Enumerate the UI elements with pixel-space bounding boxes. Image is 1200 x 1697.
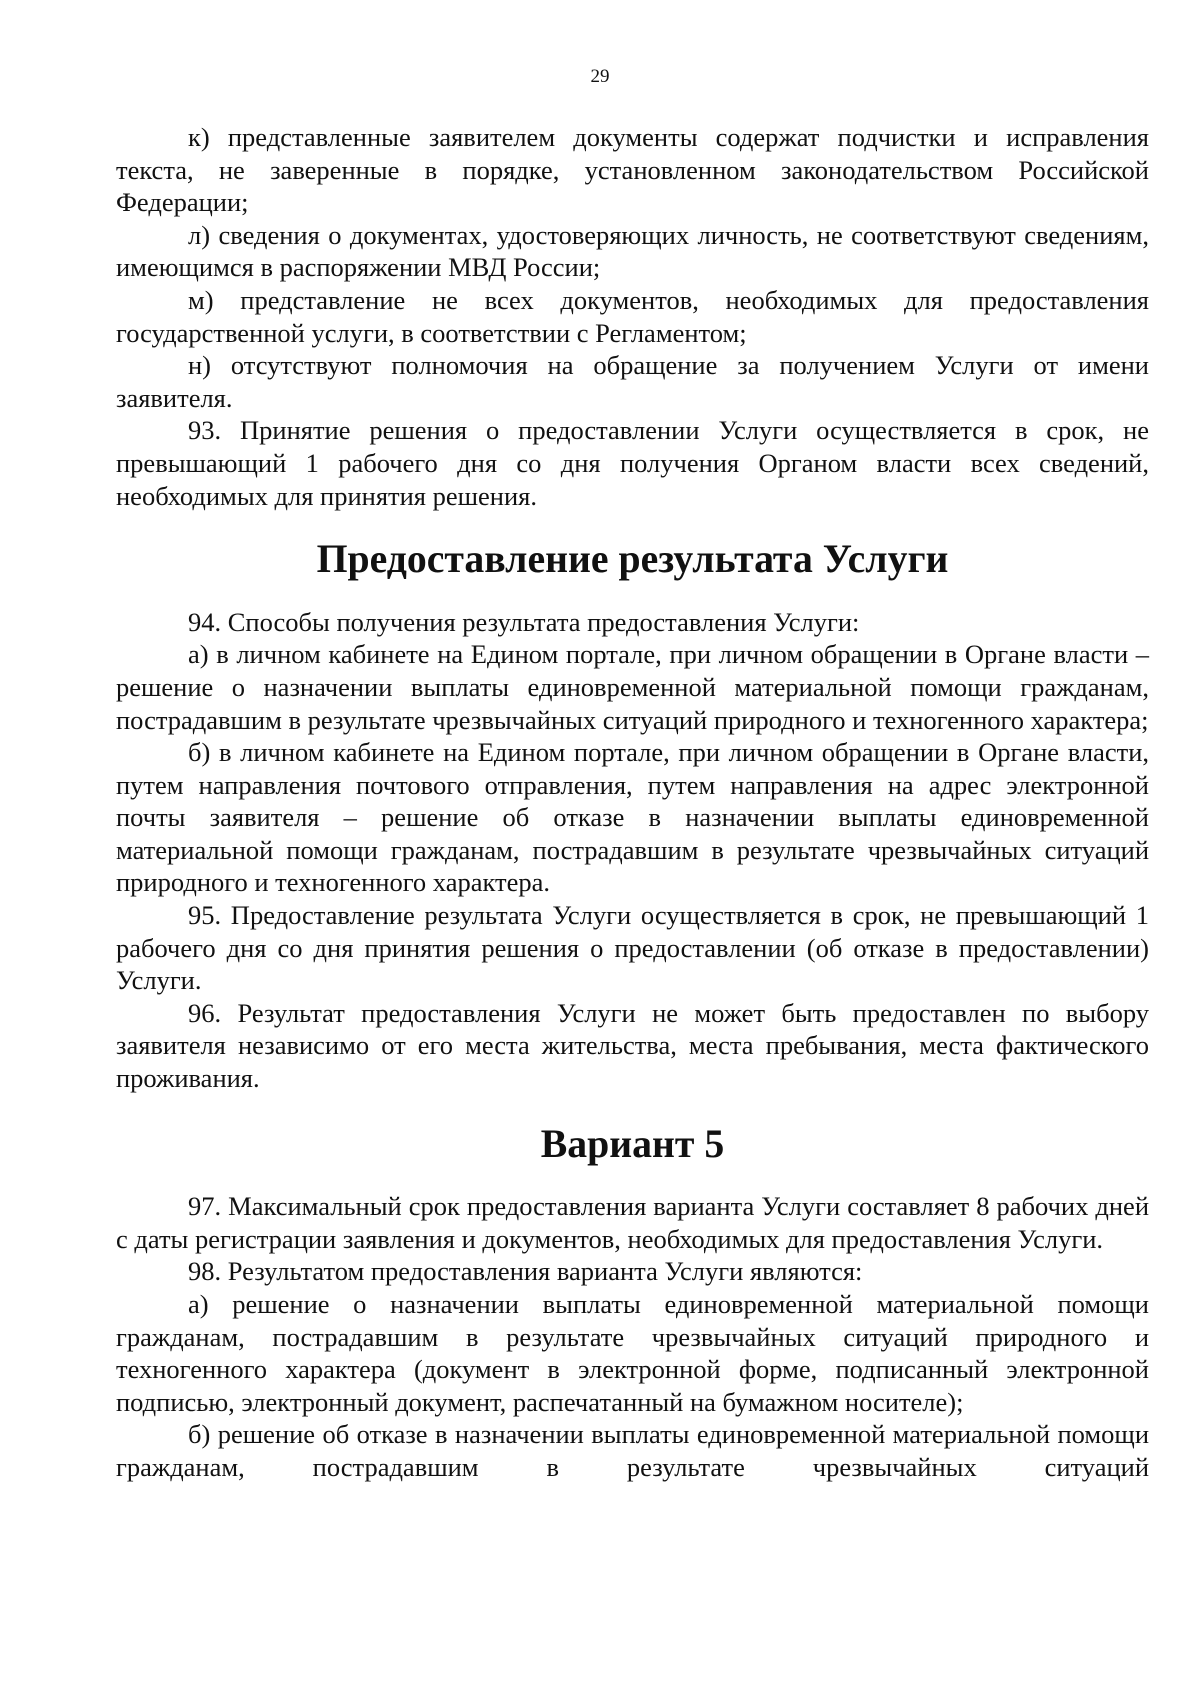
paragraph-n: н) отсутствуют полномочия на обращение за получением Услуги от имени заявителя.: [116, 350, 1149, 413]
paragraph-97: 97. Максимальный срок предоставления варианта Услуги составляет 8 рабочих дней с даты регистрации заявления и документов, необходимых для предоставления Услуги.: [116, 1191, 1149, 1254]
paragraph-95: 95. Предоставление результата Услуги осуществляется в срок, не превышающий 1 рабочего дня со дня принятия решения о предоставлении (об отказе в предоставлении) Услуги.: [116, 900, 1149, 996]
paragraph-98: 98. Результатом предоставления варианта Услуги являются:: [188, 1256, 863, 1287]
paragraph-94: 94. Способы получения результата предоставления Услуги:: [188, 606, 860, 637]
paragraph-k: к) представленные заявителем документы содержат подчистки и исправления текста, не заверенные в порядке, установленном законодательством Российской Федерации;: [116, 122, 1149, 218]
paragraph-98-a: а) решение о назначении выплаты единовременной материальной помощи гражданам, пострадавшим в результате чрезвычайных ситуаций природного и техногенного характера (документ в электронной форме, подписанный электронной подписью, электронный документ, распечатанный на бумажном носителе);: [116, 1289, 1149, 1417]
document-body: [116, 121, 1149, 1484]
page-number: 29: [590, 66, 610, 87]
section-heading-result: Предоставление результата Услуги: [316, 537, 949, 582]
paragraph-96: 96. Результат предоставления Услуги не может быть предоставлен по выбору заявителя независимо от его места жительства, места пребывания, места фактического проживания.: [116, 997, 1149, 1094]
paragraph-94-b: б) в личном кабинете на Едином портале, при личном обращении в Органе власти, путем направления почтового отправления, путем направления на адрес электронной почты заявителя – решение об отказе в назначении выплаты единовременной материальной помощи гражданам, пострадавшим в результате чрезвычайных ситуаций природного и техногенного характера.: [116, 737, 1149, 898]
paragraph-93: 93. Принятие решения о предоставлении Услуги осуществляется в срок, не превышающий 1 рабочего дня со дня получения Органом власти всех сведений, необходимых для принятия решения.: [116, 415, 1149, 511]
paragraph-94-a: а) в личном кабинете на Едином портале, при личном обращении в Органе власти – решение о назначении выплаты единовременной материальной помощи гражданам, пострадавшим в результате чрезвычайных ситуаций природного и техногенного характера;: [116, 639, 1149, 735]
paragraph-98-b: б) решение об отказе в назначении выплаты единовременной материальной помощи гражданам, пострадавшим в результате чрезвычайных ситуаций: [116, 1419, 1149, 1482]
paragraph-l: л) сведения о документах, удостоверяющих личность, не соответствуют сведениям, имеющимся в распоряжении МВД России;: [116, 219, 1149, 283]
paragraph-m: м) представление не всех документов, необходимых для предоставления государственной услуги, в соответствии с Регламентом;: [116, 284, 1149, 348]
section-heading-variant-5: Вариант 5: [540, 1121, 725, 1166]
